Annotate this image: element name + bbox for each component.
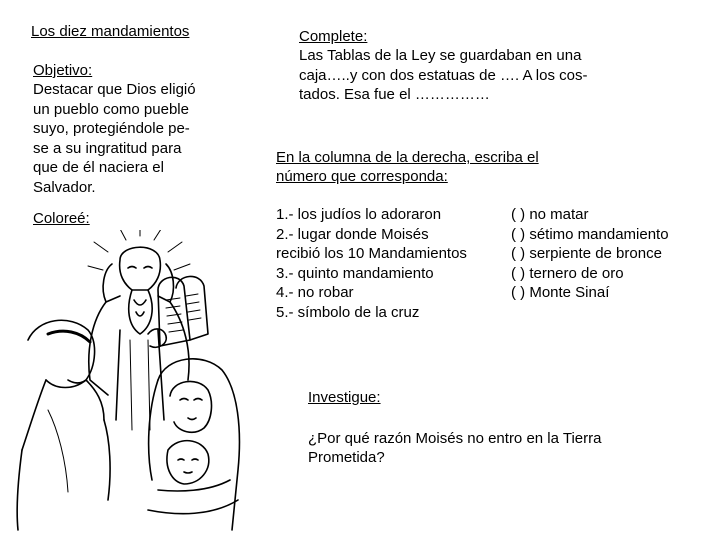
complete-text: Las Tablas de la Ley se guardaban en una caja…..y con dos estatuas de …. A los cos- tados. Esa fue el …………… <box>299 47 588 103</box>
objective-label: Objetivo: <box>33 62 93 79</box>
investigate-label: Investigue: <box>308 389 381 406</box>
right-item[interactable]: ( ) Monte Sinaí <box>511 284 610 301</box>
page-title: Los diez mandamientos <box>31 23 190 40</box>
matching-instruction <box>276 148 696 186</box>
stone-tablets <box>148 276 208 347</box>
matching-left-column <box>276 205 516 322</box>
right-item[interactable]: ( ) ternero de oro <box>511 264 624 282</box>
left-item: 3.- quinto mandamiento <box>276 264 434 282</box>
man-figure <box>17 320 110 530</box>
left-item: 1.- los judíos lo adoraron <box>276 206 442 223</box>
right-item[interactable]: ( ) no matar <box>511 206 589 223</box>
baby-figure <box>148 441 238 514</box>
left-item: 5.- símbolo de la cruz <box>276 303 420 321</box>
moses-illustration <box>8 230 270 535</box>
instruction-line-2: número que corresponda: <box>276 168 448 185</box>
objective-text: Destacar que Dios eligió un pueblo como pueble suyo, protegiéndole pe- se a su ingratitud para que de él naciera el Salvador. <box>33 81 196 196</box>
instruction-line-1: En la columna de la derecha, escriba el <box>276 149 539 166</box>
moses-figure <box>89 247 189 430</box>
left-item: recibió los 10 Mandamientos <box>276 245 467 262</box>
light-rays <box>88 230 190 270</box>
complete-label: Complete: <box>299 28 368 45</box>
right-item[interactable]: ( ) serpiente de bronce <box>511 245 662 262</box>
left-item: 4.- no robar <box>276 284 354 301</box>
right-item[interactable]: ( ) sétimo mandamiento <box>511 225 669 243</box>
color-label: Coloreé: <box>33 210 90 227</box>
investigate-question: ¿Por qué razón Moisés no entro en la Tierra Prometida? <box>308 430 602 466</box>
left-item: 2.- lugar donde Moisés <box>276 225 429 243</box>
matching-right-column <box>511 205 720 303</box>
